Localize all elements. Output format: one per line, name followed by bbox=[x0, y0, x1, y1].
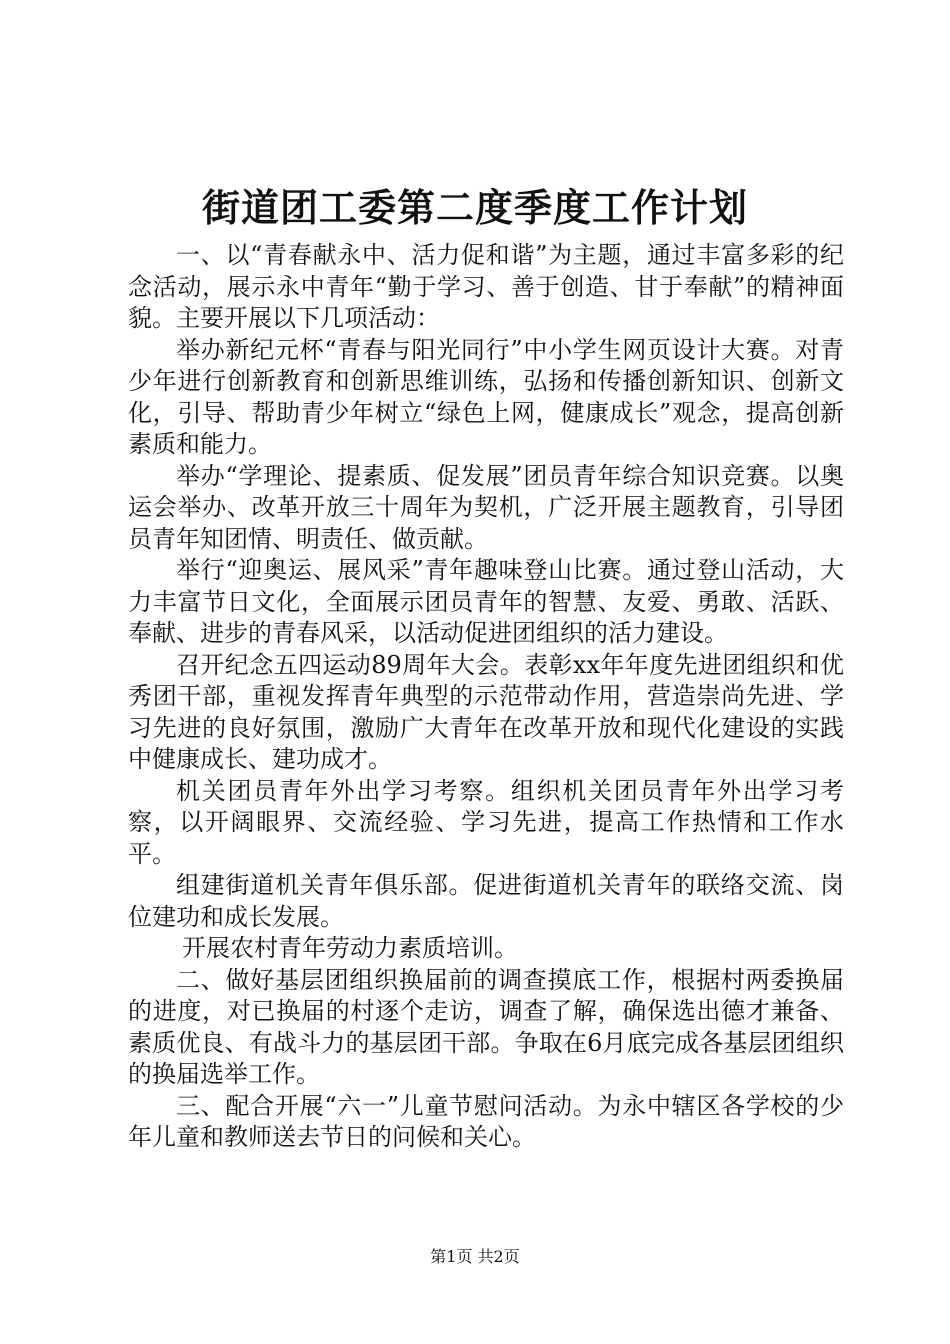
paragraph-knowledge-contest: 举办“学理论、提素质、促发展”团员青年综合知识竞赛。以奥运会举办、改革开放三十周年为契机，广泛开展主题教育，引导团员青年知团情、明责任、做贡献。 bbox=[128, 461, 844, 553]
paragraph-youth-club: 组建街道机关青年俱乐部。促进街道机关青年的联络交流、岗位建功和成长发展。 bbox=[128, 871, 844, 931]
paragraph-labor-training: 开展农村青年劳动力素质培训。 bbox=[182, 934, 518, 962]
paragraph-childrens-day: 三、配合开展“六一”儿童节慰问活动。为永中辖区各学校的少年儿童和教师送去节日的问候和关心。 bbox=[128, 1091, 844, 1151]
paragraph-may-fourth-meeting: 召开纪念五四运动89周年大会。表彰xx年年度先进团组织和优秀团干部，重视发挥青年典型的示范带动作用，营造崇尚先进、学习先进的良好氛围，激励广大青年在改革开放和现代化建设的实践中健康成长、建功成才。 bbox=[128, 650, 844, 773]
document-title: 街道团工委第二度季度工作计划 bbox=[201, 185, 748, 230]
paragraph-theme-activities: 一、以“青春献永中、活力促和谐”为主题，通过丰富多彩的纪念活动，展示永中青年“勤于学习、善于创造、甘于奉献”的精神面貌。主要开展以下几项活动： bbox=[128, 241, 844, 332]
paragraph-election-survey: 二、做好基层团组织换届前的调查摸底工作，根据村两委换届的进度，对已换届的村逐个走访，调查了解，确保选出德才兼备、素质优良、有战斗力的基层团干部。争取在6月底完成各基层团组织的换届选举工作。 bbox=[128, 965, 844, 1088]
paragraph-climbing-contest: 举行“迎奥运、展风采”青年趣味登山比赛。通过登山活动，大力丰富节日文化，全面展示团员青年的智慧、友爱、勇敢、活跃、奉献、进步的青春风采，以活动促进团组织的活力建设。 bbox=[128, 556, 844, 647]
page-number-footer: 第1页 共2页 bbox=[430, 1247, 520, 1266]
paragraph-web-design-contest: 举办新纪元杯“青春与阳光同行”中小学生网页设计大赛。对青少年进行创新教育和创新思维训练，弘扬和传播创新知识、创新文化，引导、帮助青少年树立“绿色上网，健康成长”观念，提高创新素质和能力。 bbox=[128, 335, 844, 458]
document-body bbox=[128, 240, 844, 1154]
paragraph-study-tour: 机关团员青年外出学习考察。组织机关团员青年外出学习考察，以开阔眼界、交流经验、学习先进，提高工作热情和工作水平。 bbox=[128, 776, 844, 868]
